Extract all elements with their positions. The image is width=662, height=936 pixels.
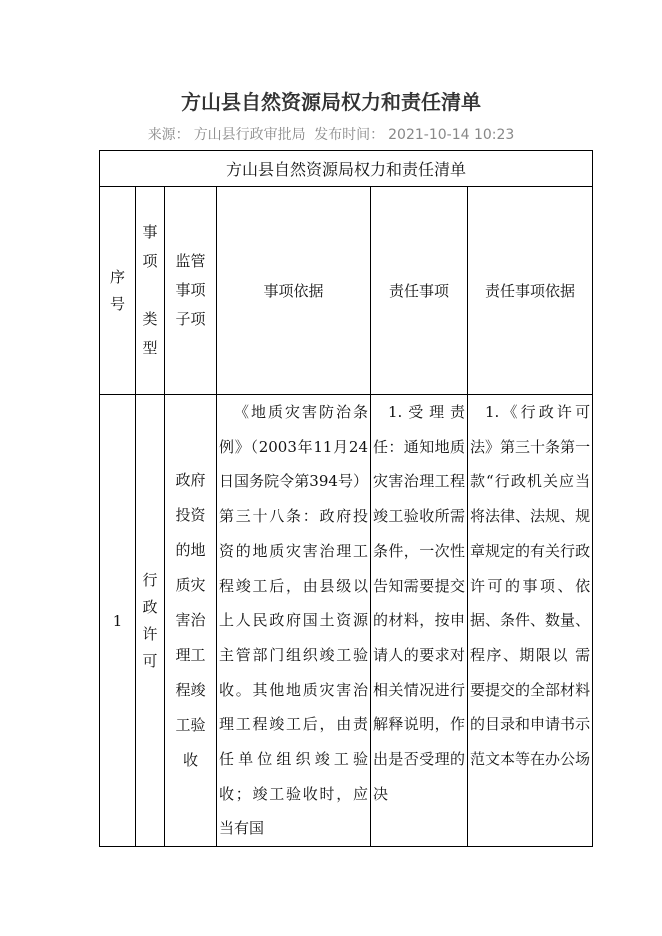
table-row <box>100 395 593 847</box>
power-responsibility-table <box>99 150 593 847</box>
published-value: 2021-10-14 10:23 <box>388 127 515 143</box>
source-label: 来源： <box>147 127 190 143</box>
table-caption: 方山县自然资源局权力和责任清单 <box>100 151 593 187</box>
header-type-label: 事项 类型 <box>142 223 158 357</box>
header-seq <box>100 187 136 395</box>
cell-duty-basis-text: 1.《行政许可法》第三十条第一款“行政机关应当将法律、法规、规章规定的有关行政许可的事项、依据、条件、数量、程序、期限以 需要提交的全部材料的目录和申请书示范文本等在办公场 <box>470 403 591 769</box>
cell-duty <box>371 395 468 847</box>
header-subitem <box>165 187 217 395</box>
published-label: 发布时间： <box>314 127 385 143</box>
cell-type <box>136 395 165 847</box>
cell-basis-text: 《地质灾害防治条例》（2003年11月24日国务院令第394号）第三十八条：政府投资的地质灾害治理工程竣工后，由县级以上人民政府国土资源主管部门组织竣工验收。其他地质灾害治理工程竣工后，由责任单位组织竣工验收；竣工验收时，应当有国 <box>219 403 368 838</box>
header-basis: 事项依据 <box>217 187 371 395</box>
header-seq-label: 序号 <box>110 267 126 313</box>
source-value: 方山县行政审批局 <box>193 127 306 143</box>
cell-seq: 1 <box>100 395 136 847</box>
article-meta <box>0 124 662 144</box>
header-type <box>136 187 165 395</box>
header-duty-basis: 责任事项依据 <box>468 187 593 395</box>
table-header-row <box>100 187 593 395</box>
cell-basis <box>217 395 371 847</box>
page-title: 方山县自然资源局权力和责任清单 <box>181 90 481 114</box>
cell-type-text: 行政许可 <box>142 570 158 670</box>
cell-duty-text: 1.受理责任：通知地质灾害治理工程竣工验收所需条件，一次性告知需要提交的材料，按申请人的要求对相关情况进行解释说明，作出是否受理的决 <box>373 403 465 803</box>
header-duty: 责任事项 <box>371 187 468 395</box>
header-subitem-label: 监管事项子项 <box>175 252 206 328</box>
cell-subitem-text: 政府投资的地质灾害治理工程竣工验收 <box>175 471 206 769</box>
cell-duty-basis <box>468 395 593 847</box>
cell-subitem <box>165 395 217 847</box>
